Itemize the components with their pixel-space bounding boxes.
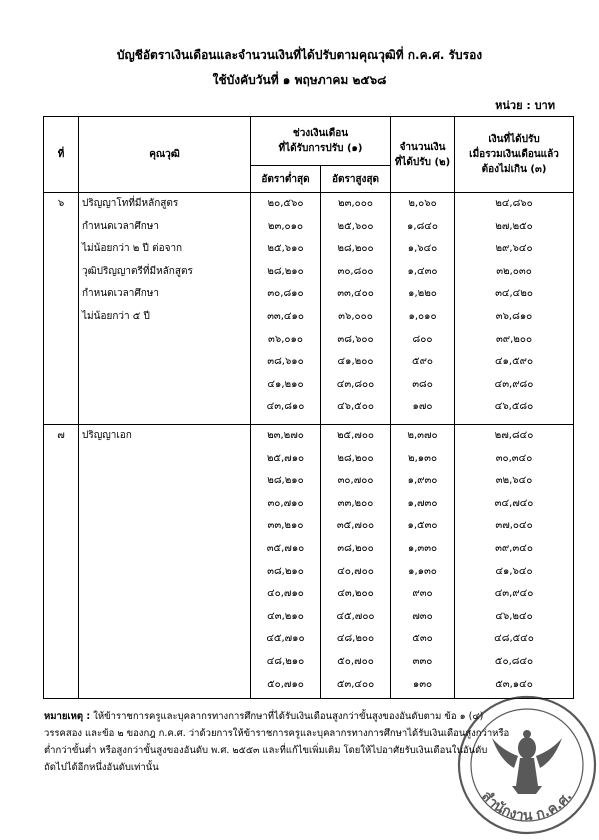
min-salary: ๒๘,๒๑๐ bbox=[267, 475, 304, 487]
qualification-line: กำหนดเวลาศึกษา bbox=[82, 220, 159, 232]
cap-amount: ๓๗,๐๔๐ bbox=[495, 520, 533, 532]
max-salary: ๒๘,๒๐๐ bbox=[337, 452, 374, 464]
cap-amount: ๔๑,๕๙๐ bbox=[494, 356, 534, 368]
seal-text: สำนักงาน ก.ค.ศ. bbox=[478, 788, 576, 825]
cap-amount: ๓๔,๔๒๐ bbox=[495, 288, 533, 300]
cap-amount: ๓๐,๓๔๐ bbox=[495, 452, 533, 464]
min-salary: ๔๓,๒๑๐ bbox=[267, 610, 304, 622]
document-title: บัญชีอัตราเงินเดือนและจำนวนเงินที่ได้ปรับตามคุณวุฒิที่ ก.ค.ศ. รับรอง bbox=[116, 48, 483, 62]
adjust-amount: ๑,๘๔๐ bbox=[407, 220, 438, 232]
cap-amount: ๔๖,๕๘๐ bbox=[494, 401, 534, 413]
garuda-emblem-icon bbox=[492, 730, 562, 794]
adjust-amount: ๒,๑๓๐ bbox=[407, 452, 438, 464]
cap-amount: ๔๘,๕๔๐ bbox=[494, 633, 534, 645]
official-seal-stamp bbox=[452, 690, 599, 840]
adjust-amount: ๘๐๐ bbox=[412, 333, 433, 345]
table-row bbox=[44, 425, 574, 699]
max-salary: ๓๘,๒๐๐ bbox=[337, 542, 374, 554]
min-salary: ๔๓,๘๑๐ bbox=[266, 401, 305, 413]
qualification-line: ไม่น้อยกว่า ๕ ปี bbox=[82, 310, 150, 322]
min-salary: ๓๘,๒๑๐ bbox=[267, 565, 304, 577]
footnote-label: หมายเหตุ : bbox=[44, 711, 91, 722]
qualification-line: กำหนดเวลาศึกษา bbox=[82, 288, 159, 300]
min-salary: ๕๐,๗๑๐ bbox=[267, 678, 304, 690]
min-salary: ๒๓,๐๑๐ bbox=[267, 220, 304, 232]
document-effective-date: ใช้บังคับวันที่ ๑ พฤษภาคม ๒๕๖๘ bbox=[212, 73, 387, 87]
header-cap-line3: ต้องไม่เกิน (๓) bbox=[481, 164, 547, 175]
cap-amount: ๔๖,๒๔๐ bbox=[495, 610, 533, 622]
min-salary: ๔๑,๒๑๐ bbox=[267, 378, 304, 390]
header-cap-line2: เมื่อรวมเงินเดือนแล้ว bbox=[469, 149, 559, 160]
max-salary: ๔๐,๗๐๐ bbox=[337, 565, 374, 577]
min-salary-column bbox=[251, 193, 321, 425]
cap-amount: ๕๐,๘๔๐ bbox=[494, 655, 534, 667]
header-salary-range bbox=[251, 117, 391, 166]
cap-amount: ๒๙,๖๔๐ bbox=[495, 243, 533, 255]
adjust-amount: ๑,๖๔๐ bbox=[407, 243, 438, 255]
header-adjust-amount bbox=[391, 117, 455, 193]
row-number: ๖ bbox=[44, 193, 79, 425]
table-row bbox=[44, 193, 574, 425]
footnote-line: วรรคสอง และข้อ ๒ ของกฎ ก.ค.ศ. ว่าด้วยการให้ข้าราชการครูและบุคลากรทางการศึกษาได้รับเงินเดือนสูงกว่าหรือ bbox=[44, 728, 510, 739]
adjust-amount: ๙๓๐ bbox=[412, 588, 433, 600]
min-salary: ๔๐,๗๑๐ bbox=[267, 588, 304, 600]
max-salary: ๓๐,๘๐๐ bbox=[337, 265, 374, 277]
min-salary: ๓๖,๐๑๐ bbox=[268, 333, 303, 345]
cap-amount: ๓๙,๓๔๐ bbox=[495, 542, 533, 554]
header-qualification: คุณวุฒิ bbox=[79, 117, 251, 193]
cap-amount-column bbox=[455, 425, 574, 699]
header-no: ที่ bbox=[44, 117, 79, 193]
min-salary: ๓๕,๗๑๐ bbox=[266, 542, 305, 554]
max-salary: ๕๐,๗๐๐ bbox=[337, 655, 374, 667]
max-salary-column bbox=[321, 193, 391, 425]
max-salary: ๓๐,๗๐๐ bbox=[337, 475, 374, 487]
row-number: ๗ bbox=[44, 425, 79, 699]
adjust-amount: ๓๓๐ bbox=[412, 655, 433, 667]
max-salary: ๓๕,๗๐๐ bbox=[336, 520, 375, 532]
footnote-line: ถัดไปได้อีกหนึ่งอันดับเท่านั้น bbox=[44, 762, 159, 773]
adjust-amount: ๑,๙๓๐ bbox=[407, 475, 438, 487]
adjust-amount: ๑๗๐ bbox=[412, 401, 433, 413]
max-salary: ๓๘,๖๐๐ bbox=[337, 333, 374, 345]
salary-table bbox=[43, 116, 574, 699]
min-salary: ๔๘,๒๑๐ bbox=[266, 655, 305, 667]
adjust-amount: ๒,๐๖๐ bbox=[408, 198, 437, 209]
footnote-text: ให้ข้าราชการครูและบุคลากรทางการศึกษาที่ได้รับเงินเดือนสูงกว่าขั้นสูงของอันดับตาม ข้อ ๑ (๔) bbox=[93, 711, 484, 722]
min-salary: ๓๐,๘๑๐ bbox=[267, 288, 304, 300]
adjust-amount-column bbox=[391, 193, 455, 425]
min-salary: ๒๓,๒๗๐ bbox=[267, 430, 304, 441]
cap-amount: ๒๗,๘๔๐ bbox=[494, 430, 534, 441]
adjust-amount: ๕๓๐ bbox=[412, 633, 433, 645]
cap-amount: ๓๙,๒๐๐ bbox=[495, 333, 533, 345]
cap-amount-column bbox=[455, 193, 574, 425]
adjust-amount: ๑,๔๓๐ bbox=[407, 265, 438, 277]
unit-label: หน่วย : บาท bbox=[495, 99, 555, 112]
adjust-amount: ๒,๓๗๐ bbox=[407, 430, 438, 441]
cap-amount: ๒๔,๘๖๐ bbox=[495, 198, 533, 209]
cap-amount: ๔๓,๙๔๐ bbox=[494, 588, 534, 600]
min-salary: ๒๐,๕๖๐ bbox=[267, 198, 304, 209]
header-salary-range-line1: ช่วงเงินเดือน bbox=[292, 128, 349, 139]
max-salary: ๓๖,๐๐๐ bbox=[338, 310, 373, 322]
adjust-amount: ๑,๕๓๐ bbox=[407, 520, 438, 532]
qualification-line: ปริญญาโทที่มีหลักสูตร bbox=[82, 198, 179, 209]
cap-amount: ๓๔,๗๔๐ bbox=[494, 497, 534, 509]
header-max: อัตราสูงสุด bbox=[321, 166, 391, 193]
cap-amount: ๒๗,๒๕๐ bbox=[495, 220, 533, 232]
adjust-amount: ๗๓๐ bbox=[412, 610, 433, 622]
header-salary-range-line2: ที่ได้รับการปรับ (๑) bbox=[278, 143, 363, 154]
max-salary: ๓๓,๒๐๐ bbox=[337, 497, 374, 509]
cap-amount: ๔๓,๙๘๐ bbox=[494, 378, 534, 390]
cap-amount: ๓๒,๐๓๐ bbox=[496, 265, 532, 277]
max-salary: ๔๓,๘๐๐ bbox=[336, 378, 375, 390]
max-salary: ๒๓,๐๐๐ bbox=[338, 198, 373, 209]
min-salary: ๓๐,๗๑๐ bbox=[267, 497, 304, 509]
cap-amount: ๓๖,๘๑๐ bbox=[495, 310, 533, 322]
cap-amount: ๓๒,๖๔๐ bbox=[495, 475, 533, 487]
max-salary: ๔๖,๕๐๐ bbox=[337, 401, 374, 413]
footnote-line: ต่ำกว่าขั้นต่ำ หรือสูงกว่าขั้นสูงของอันดับ พ.ศ. ๒๕๕๓ และที่แก้ไขเพิ่มเติม โดยให้ไปอาศัยรับเงินเดือนในอันดับ bbox=[44, 745, 488, 756]
header-cap bbox=[455, 117, 574, 193]
min-salary: ๓๓,๒๑๐ bbox=[267, 520, 304, 532]
max-salary: ๒๘,๒๐๐ bbox=[337, 243, 374, 255]
header-min: อัตราต่ำสุด bbox=[251, 166, 321, 193]
adjust-amount: ๑,๒๒๐ bbox=[408, 288, 437, 300]
header-adjust-line1: จำนวนเงิน bbox=[399, 141, 446, 153]
adjust-amount: ๑,๑๓๐ bbox=[408, 565, 437, 577]
max-salary: ๒๕,๖๐๐ bbox=[337, 220, 374, 232]
min-salary: ๒๕,๖๑๐ bbox=[267, 243, 304, 255]
qualification-line: ปริญญาเอก bbox=[82, 430, 132, 441]
min-salary: ๒๕,๗๑๐ bbox=[266, 452, 305, 464]
min-salary-column bbox=[251, 425, 321, 699]
adjust-amount: ๓๘๐ bbox=[412, 378, 433, 390]
min-salary: ๓๓,๔๑๐ bbox=[267, 310, 304, 322]
max-salary: ๕๓,๔๐๐ bbox=[336, 678, 375, 690]
max-salary: ๔๑,๒๐๐ bbox=[337, 356, 374, 368]
cap-amount: ๕๓,๑๔๐ bbox=[495, 678, 533, 690]
qualification-cell bbox=[79, 425, 251, 699]
max-salary: ๔๕,๗๐๐ bbox=[336, 610, 375, 622]
max-salary: ๔๓,๒๐๐ bbox=[337, 588, 374, 600]
qualification-line: วุฒิปริญญาตรีที่มีหลักสูตร bbox=[82, 265, 193, 277]
adjust-amount: ๑,๓๓๐ bbox=[407, 542, 438, 554]
adjust-amount: ๑,๐๑๐ bbox=[408, 310, 437, 322]
cap-amount: ๔๑,๖๔๐ bbox=[495, 565, 533, 577]
max-salary: ๔๘,๒๐๐ bbox=[336, 633, 375, 645]
header-adjust-line2: ที่ได้ปรับ (๒) bbox=[394, 156, 451, 168]
adjust-amount: ๑,๗๓๐ bbox=[407, 497, 438, 509]
qualification-cell bbox=[79, 193, 251, 425]
adjust-amount: ๕๙๐ bbox=[412, 356, 434, 368]
qualification-line: ไม่น้อยกว่า ๒ ปี ต่อจาก bbox=[82, 243, 183, 255]
min-salary: ๓๘,๖๑๐ bbox=[267, 356, 304, 368]
adjust-amount-column bbox=[391, 425, 455, 699]
adjust-amount: ๑๓๐ bbox=[412, 678, 433, 690]
max-salary-column bbox=[321, 425, 391, 699]
min-salary: ๒๘,๒๑๐ bbox=[267, 265, 304, 277]
min-salary: ๔๕,๗๑๐ bbox=[266, 633, 305, 645]
max-salary: ๓๓,๔๐๐ bbox=[337, 288, 374, 300]
max-salary: ๒๕,๗๐๐ bbox=[336, 430, 375, 441]
header-cap-line1: เงินที่ได้ปรับ bbox=[488, 134, 540, 145]
